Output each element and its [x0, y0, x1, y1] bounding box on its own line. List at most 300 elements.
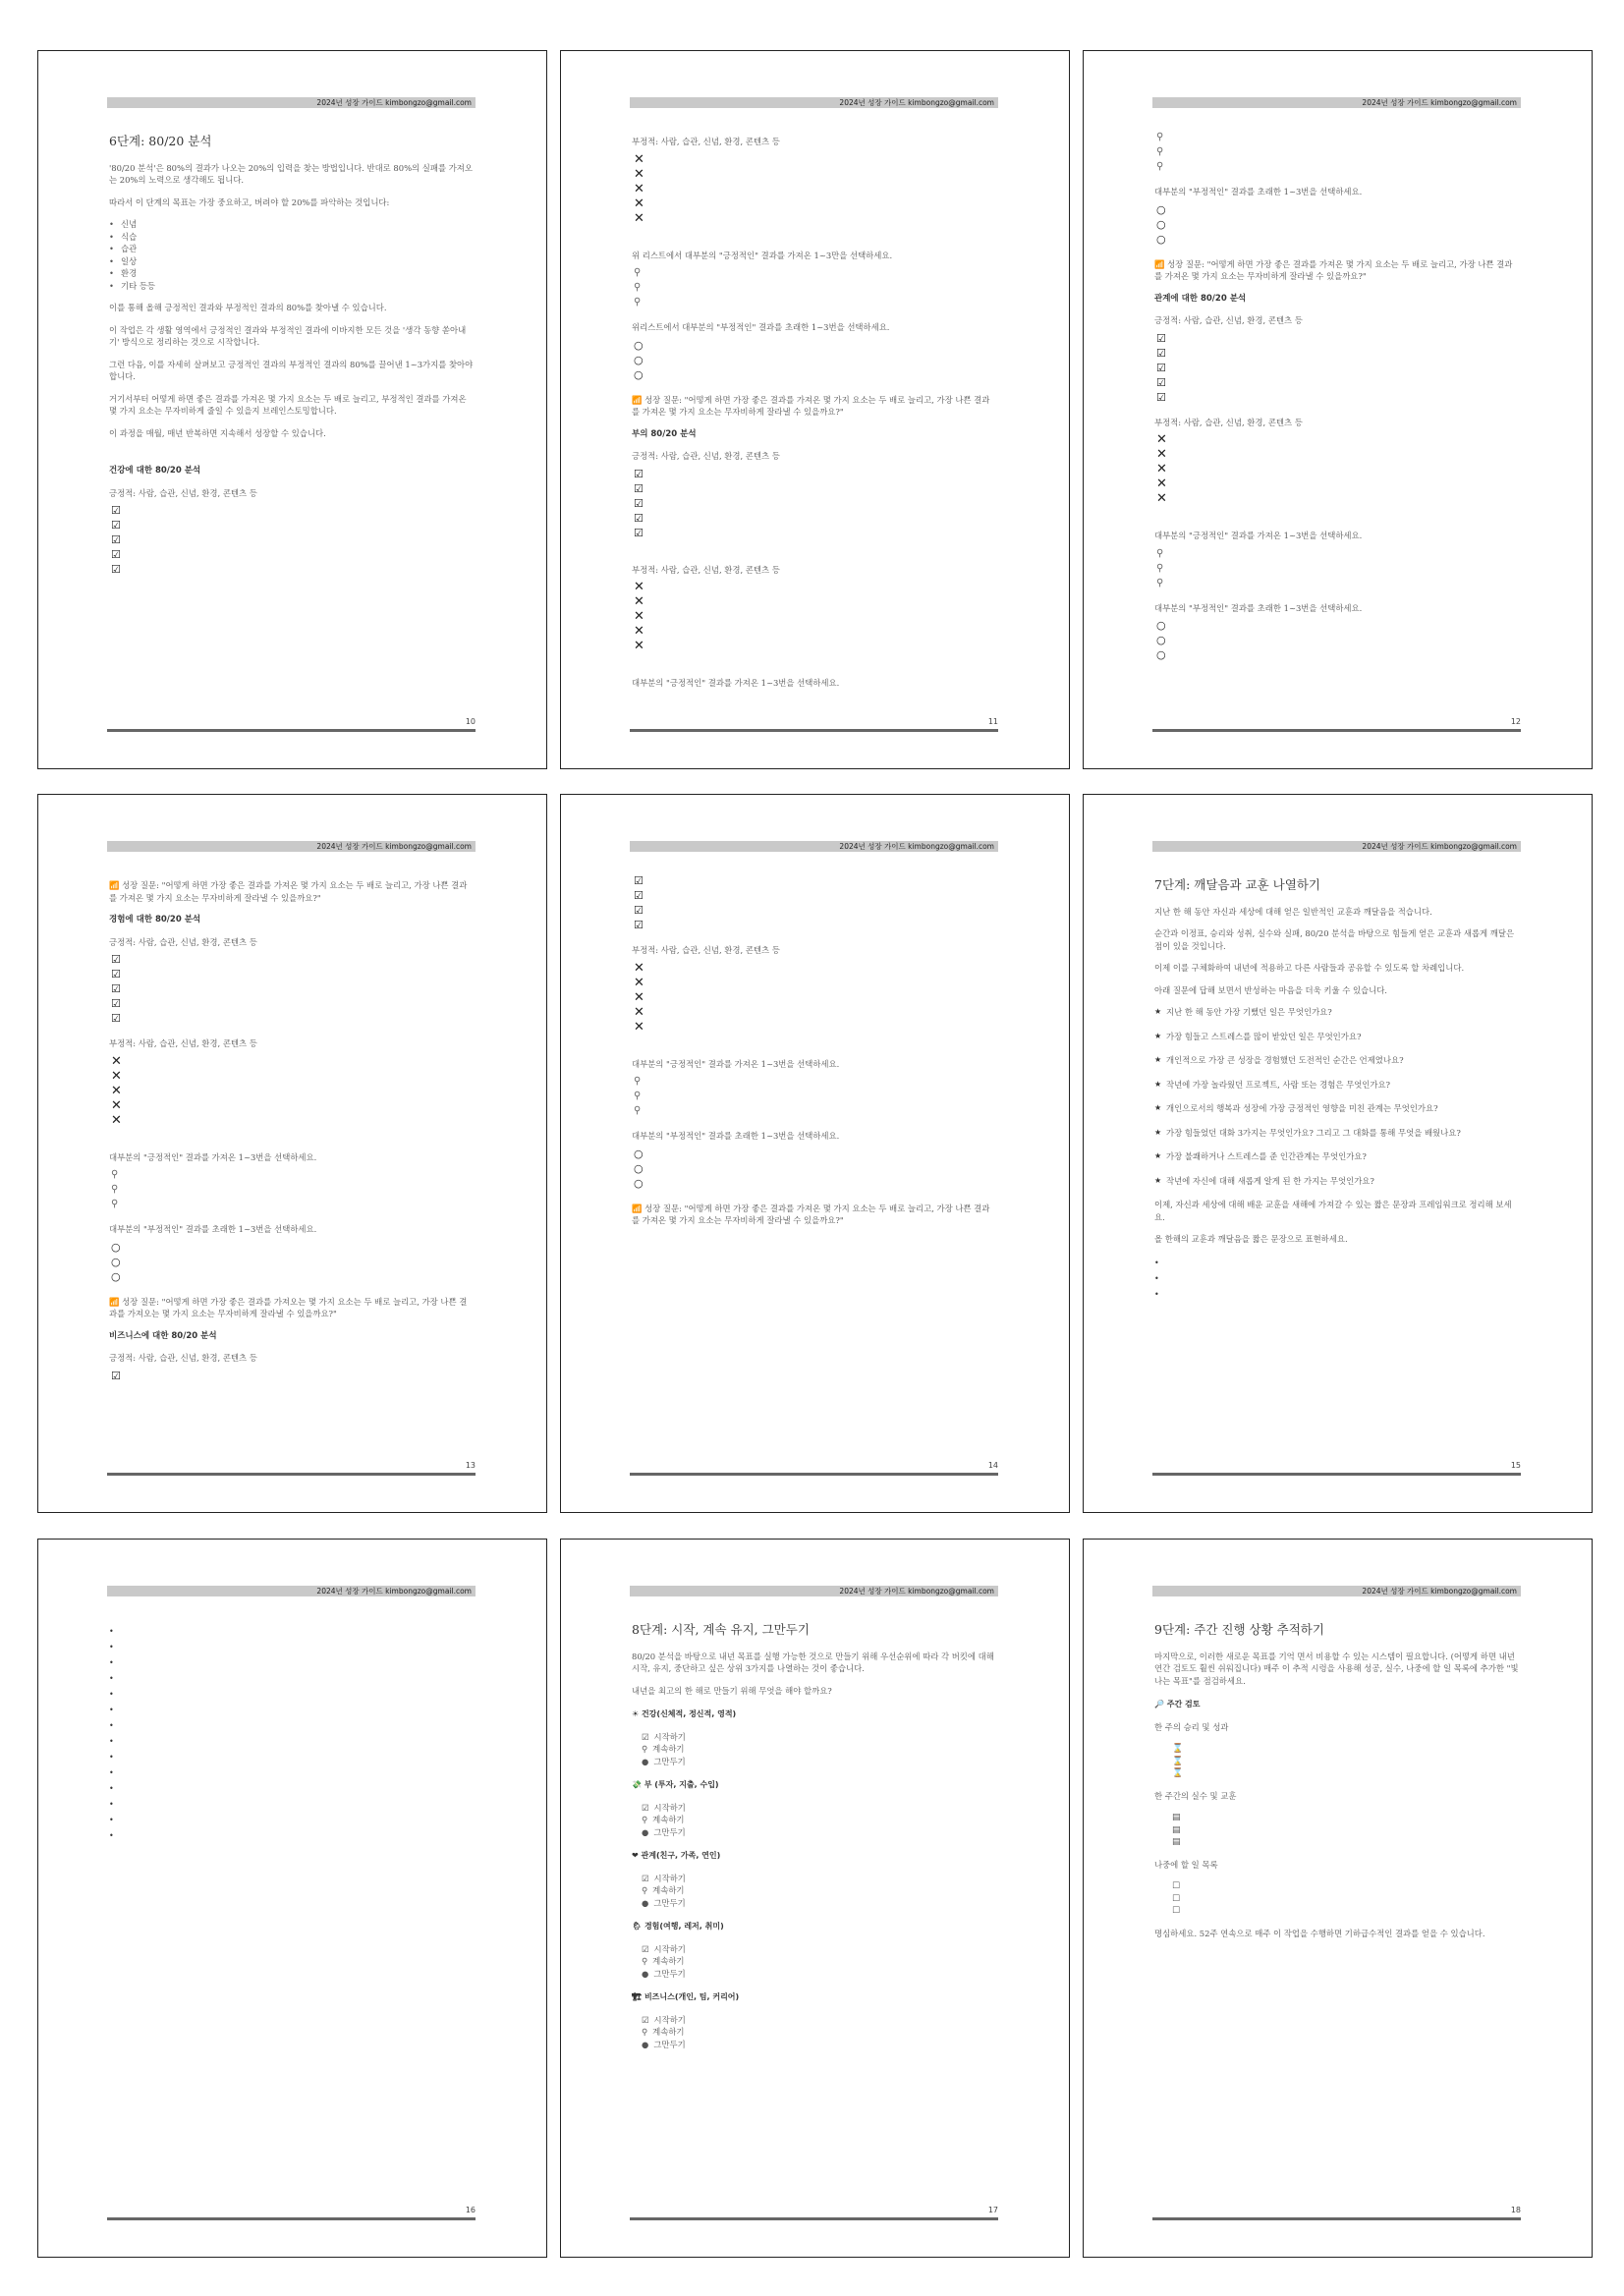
blank-bullet[interactable]: •: [109, 1831, 114, 1840]
page-number: 10: [465, 717, 476, 726]
blank-bullet[interactable]: •: [109, 1768, 114, 1777]
key-icon[interactable]: ⚲: [634, 1076, 642, 1087]
paragraph: 순간과 이정표, 승리와 성취, 실수와 실패, 80/20 분석을 바탕으로 힘들게 얻은 교훈과 새롭게 깨달은 점이 있을 것입니다.: [1154, 928, 1515, 951]
cross-icon[interactable]: ✕: [634, 624, 644, 639]
entry-icon[interactable]: ▤: [1172, 1837, 1181, 1847]
checkbox-icon[interactable]: ☑: [111, 504, 121, 517]
checkbox-icon[interactable]: ☑: [634, 889, 644, 902]
blank-bullet[interactable]: •: [109, 1816, 114, 1824]
option-label: 시작하기: [653, 1873, 686, 1883]
paragraph: 부정적: 사람, 습관, 신념, 환경, 콘텐츠 등: [632, 137, 780, 146]
reflection-question: ★ 개인으로서의 행복과 성장에 가장 긍정적인 영향을 미친 관계는 무엇인가요?: [1154, 1102, 1520, 1115]
paragraph: 긍정적: 사람, 습관, 신념, 환경, 콘텐츠 등: [109, 936, 257, 947]
page: [560, 1539, 1070, 2258]
icon-list: [634, 873, 997, 932]
option-label: 그만두기: [653, 1756, 686, 1766]
checkbox-icon[interactable]: ☑: [634, 526, 644, 539]
page-header: 2024년 성장 가이드 kimbongzo@gmail.com: [630, 97, 998, 108]
section-title: 8단계: 시작, 계속 유지, 그만두기: [632, 1622, 810, 1637]
option-stop[interactable]: [642, 2039, 997, 2051]
checkbox-icon[interactable]: ☑: [111, 1012, 121, 1025]
section-title: 7단계: 깨달음과 교훈 나열하기: [1154, 877, 1320, 892]
cross-icon[interactable]: ✕: [111, 1083, 122, 1098]
entry-icon[interactable]: ⌛: [1172, 1744, 1184, 1754]
bullet-blank-list: [109, 1624, 475, 1844]
checkbox-icon: ☑: [642, 1943, 649, 1954]
page-content: [109, 879, 475, 1395]
key-icon[interactable]: ⚲: [634, 1105, 642, 1116]
dot-icon: ●: [642, 2039, 649, 2049]
option-label: 그만두기: [653, 2039, 686, 2049]
option-label: 계속하기: [652, 1885, 685, 1895]
page-number: 16: [465, 2206, 476, 2214]
option-start[interactable]: [642, 1943, 997, 1956]
checkbox-icon: ☑: [642, 2014, 649, 2025]
checkbox-icon[interactable]: ☑: [1156, 331, 1166, 345]
paragraph: 📶 성장 질문: "어떻게 하면 가장 좋은 결과를 가져온 몇 가지 요소는 두 배로 늘리고, 가장 나쁜 결과를 가져온 몇 가지 요소는 무자비하게 잘라낼 수 있을까요?": [109, 880, 468, 903]
category-heading: ☀ 건강(신체적, 정신적, 영적): [632, 1709, 737, 1718]
icon-list: [1172, 1743, 1520, 1780]
spacer: [109, 449, 475, 461]
icon-list: [634, 467, 997, 540]
key-icon[interactable]: ⚲: [111, 1184, 119, 1195]
bullet-item: • 신념: [109, 218, 475, 231]
option-list: [642, 2014, 997, 2051]
cross-icon[interactable]: ✕: [634, 639, 644, 653]
cross-icon[interactable]: ✕: [1156, 462, 1167, 476]
blank-bullet[interactable]: •: [109, 1706, 114, 1714]
option-label: 그만두기: [653, 1826, 686, 1837]
icon-list: [1156, 432, 1520, 506]
icon-list: [634, 1147, 997, 1191]
checkbox-icon[interactable]: ☑: [111, 548, 121, 561]
page: [37, 794, 547, 1513]
paragraph: 📶 성장 질문: "어떻게 하면 가장 좋은 결과를 가져온 몇 가지 요소는 두 배로 늘리고, 가장 나쁜 결과를 가져온 몇 가지 요소는 무자비하게 잘라낼 수 있을까요?": [632, 1203, 990, 1225]
page-number: 18: [1510, 2206, 1521, 2214]
blank-bullet[interactable]: •: [1154, 1258, 1159, 1267]
checkbox-icon[interactable]: ☑: [1156, 375, 1166, 389]
icon-list: [634, 580, 997, 653]
page-content: [109, 1624, 475, 1844]
key-icon[interactable]: ⚲: [111, 1199, 119, 1209]
page-content: [1154, 132, 1520, 674]
option-continue[interactable]: [642, 1814, 997, 1826]
page-content: [109, 136, 475, 588]
checkbox-icon[interactable]: ☑: [1156, 361, 1166, 374]
checkbox-icon[interactable]: ☑: [634, 904, 644, 917]
spacer: [1154, 518, 1520, 530]
circle-icon[interactable]: ○: [634, 1147, 644, 1160]
cross-icon[interactable]: ✕: [634, 181, 644, 196]
paragraph: 이제 이를 구체화하여 내년에 적용하고 다른 사람들과 공유할 수 있도록 할 차례입니다.: [1154, 963, 1465, 973]
spacer: [632, 238, 997, 250]
paragraph: 내년을 최고의 한 해로 만들기 위해 무엇을 해야 할까요?: [632, 1685, 832, 1696]
paragraph: 위 리스트에서 대부분의 "긍정적인" 결과를 가져온 1~3만을 선택하세요.: [632, 250, 893, 260]
page-number: 11: [987, 717, 998, 726]
cross-icon[interactable]: ✕: [634, 580, 644, 594]
footer-rule: [630, 1473, 998, 1476]
icon-list: [111, 1167, 475, 1211]
cross-icon[interactable]: ✕: [111, 1112, 122, 1128]
circle-icon[interactable]: ○: [1156, 217, 1166, 231]
option-list: [642, 1802, 997, 1839]
key-icon: ⚲: [642, 1956, 648, 1966]
cross-icon[interactable]: ✕: [1156, 447, 1167, 462]
blank-bullet[interactable]: •: [109, 1674, 114, 1683]
checkbox-icon[interactable]: ☑: [111, 982, 121, 995]
circle-icon[interactable]: ○: [634, 367, 644, 381]
option-continue[interactable]: [642, 2026, 997, 2039]
icon-list: [1172, 1880, 1520, 1918]
dot-icon: ●: [642, 1968, 649, 1979]
key-icon[interactable]: ⚲: [1156, 132, 1164, 142]
blank-bullet[interactable]: •: [109, 1643, 114, 1652]
cross-icon[interactable]: ✕: [634, 166, 644, 182]
page-content: [632, 1624, 997, 2060]
checkbox-icon[interactable]: ☑: [634, 467, 644, 480]
cross-icon[interactable]: ✕: [634, 210, 644, 226]
paragraph: 대부분의 "긍정적인" 결과를 가져온 1~3번을 선택하세요.: [632, 1058, 840, 1069]
blank-bullet[interactable]: •: [109, 1800, 114, 1809]
checkbox-icon[interactable]: ☑: [111, 968, 121, 980]
cross-icon[interactable]: ✕: [634, 151, 644, 167]
checkbox-icon[interactable]: ☑: [1156, 390, 1166, 404]
icon-list: [634, 1074, 997, 1118]
subsection-title: 비즈니스에 대한 80/20 분석: [109, 1330, 217, 1341]
key-icon[interactable]: ⚲: [111, 1169, 119, 1180]
key-icon: ⚲: [642, 2027, 648, 2037]
cross-icon[interactable]: ✕: [1156, 432, 1167, 447]
page-header: 2024년 성장 가이드 kimbongzo@gmail.com: [107, 1586, 476, 1596]
footer-rule: [1152, 1473, 1521, 1476]
blank-bullet[interactable]: •: [1154, 1273, 1159, 1283]
option-label: 시작하기: [653, 1943, 686, 1954]
checkbox-icon[interactable]: ☑: [111, 1369, 121, 1382]
page: [1083, 1539, 1593, 2258]
reflection-question: ★ 개인적으로 가장 큰 성장을 경험했던 도전적인 순간은 언제였나요?: [1154, 1054, 1520, 1067]
paragraph: 위리스트에서 대부분의 "부정적인" 결과를 초래한 1~3번을 선택하세요.: [632, 322, 890, 332]
circle-icon[interactable]: ○: [1156, 202, 1166, 216]
dot-icon: ●: [642, 1756, 649, 1766]
footer-rule: [107, 729, 476, 732]
paragraph: 명심하세요. 52주 연속으로 매주 이 작업을 수행하면 기하급수적인 결과를 얻을 수 있습니다.: [1154, 1928, 1485, 1938]
key-icon[interactable]: ⚲: [1156, 547, 1164, 559]
blank-bullet[interactable]: •: [109, 1690, 114, 1699]
paragraph: 이를 통해 올해 긍정적인 결과와 부정적인 결과의 80%를 찾아낼 수 있습니다.: [109, 303, 387, 312]
checkbox-icon[interactable]: ☑: [634, 496, 644, 510]
icon-list: [111, 952, 475, 1026]
category-heading: 🔎 주간 검토: [1154, 1700, 1201, 1708]
paragraph: 부정적: 사람, 습관, 신념, 환경, 콘텐츠 등: [1154, 417, 1303, 427]
spacer: [109, 1140, 475, 1151]
option-label: 계속하기: [652, 2027, 685, 2037]
blank-bullet[interactable]: •: [109, 1753, 114, 1762]
icon-list: [634, 152, 997, 226]
cross-icon[interactable]: ✕: [1156, 491, 1167, 506]
page-content: [632, 874, 997, 1237]
icon-list: [1172, 1812, 1520, 1849]
bullet-item: • 일상: [109, 255, 475, 268]
icon-list: [1156, 202, 1520, 247]
cross-icon[interactable]: ✕: [634, 196, 644, 211]
subsection-title: 경험에 대한 80/20 분석: [109, 915, 201, 924]
reflection-question: ★ 가장 불쾌하거나 스트레스를 준 인간관계는 무엇인가요?: [1154, 1150, 1520, 1163]
paragraph: 📶 성장 질문: "어떻게 하면 가장 좋은 결과를 가져온 몇 가지 요소는 두 배로 늘리고, 가장 나쁜 결과를 가져온 몇 가지 요소는 무자비하게 잘라낼 수 있을까요?": [1154, 258, 1513, 281]
footer-rule: [630, 729, 998, 732]
entry-icon[interactable]: ▤: [1172, 1824, 1181, 1835]
cross-icon[interactable]: ✕: [634, 1004, 644, 1020]
key-icon[interactable]: ⚲: [1156, 562, 1164, 574]
category-heading: ❤ 관계(친구, 가족, 연인): [632, 1851, 721, 1860]
option-start[interactable]: [642, 1873, 997, 1885]
option-label: 계속하기: [652, 1744, 685, 1754]
bullet-blank-list: [1154, 1256, 1520, 1303]
spacer: [632, 665, 997, 677]
blank-bullet[interactable]: •: [1154, 1289, 1159, 1299]
page-content: [632, 136, 997, 700]
option-label: 그만두기: [653, 1968, 686, 1979]
checkbox-icon[interactable]: ☑: [1156, 346, 1166, 360]
option-list: [642, 1943, 997, 1981]
paragraph: 이 작업은 각 생활 영역에서 긍정적인 결과와 부정적인 결과에 이바지한 모든 것을 '생각 동향 쏟아내기' 방식으로 정리하는 것으로 시작합니다.: [109, 324, 467, 347]
dot-icon: ●: [642, 1826, 649, 1837]
key-icon: ⚲: [642, 1885, 648, 1895]
cross-icon[interactable]: ✕: [634, 989, 644, 1005]
page-header: 2024년 성장 가이드 kimbongzo@gmail.com: [630, 1586, 998, 1596]
paragraph: 긍정적: 사람, 습관, 신념, 환경, 콘텐츠 등: [109, 1353, 257, 1363]
icon-list: [111, 1369, 475, 1383]
entry-icon[interactable]: ☐: [1172, 1881, 1181, 1891]
paragraph: 지난 한 해 동안 자신과 세상에 대해 얻은 일반적인 교훈과 깨달음을 적습니다.: [1154, 906, 1432, 917]
reflection-question: ★ 작년에 자신에 대해 새롭게 알게 된 한 가지는 무엇인가요?: [1154, 1175, 1520, 1188]
option-stop[interactable]: [642, 1826, 997, 1839]
reflection-question: ★ 가장 힘들었던 대화 3가지는 무엇인가요? 그리고 그 대화를 통해 무엇을 배웠나요?: [1154, 1127, 1520, 1140]
paragraph: 대부분의 "부정적인" 결과를 초래한 1~3번을 선택하세요.: [1154, 187, 1363, 196]
paragraph: 한 주의 승리 및 성과: [1154, 1721, 1229, 1732]
page: [37, 1539, 547, 2258]
checkbox-icon[interactable]: ☑: [111, 563, 121, 576]
cross-icon[interactable]: ✕: [634, 594, 644, 609]
bullet-item: • 식습: [109, 231, 475, 244]
page: [560, 50, 1070, 769]
paragraph: 이 과정을 매월, 매년 반복하면 지속해서 성장할 수 있습니다.: [109, 427, 326, 438]
checkbox-icon: ☑: [642, 1873, 649, 1883]
paragraph: '80/20 분석'은 80%의 결과가 나오는 20%의 입력을 찾는 방법입니다. 반대로 80%의 실패를 가져오는 20%의 노력으로 생각해도 됩니다.: [109, 162, 473, 185]
key-icon[interactable]: ⚲: [1156, 161, 1164, 172]
paragraph: 따라서 이 단계의 목표는 가장 중요하고, 버려야 할 20%를 파악하는 것입니다:: [109, 196, 390, 207]
key-icon[interactable]: ⚲: [634, 267, 642, 278]
paragraph: 📶 성장 질문: "어떻게 하면 가장 좋은 결과를 가져온 몇 가지 요소는 두 배로 늘리고, 가장 나쁜 결과를 가져온 몇 가지 요소는 무자비하게 잘라낼 수 있을까요?": [632, 394, 990, 417]
icon-list: [111, 503, 475, 577]
icon-list: [1156, 546, 1520, 590]
icon-list: [1156, 130, 1520, 174]
blank-bullet[interactable]: •: [109, 1627, 114, 1636]
reflection-question: ★ 가장 힘들고 스트레스를 많이 받았던 일은 무엇인가요?: [1154, 1031, 1520, 1043]
paragraph: 긍정적: 사람, 습관, 신념, 환경, 콘텐츠 등: [109, 487, 257, 498]
page-number: 14: [987, 1461, 998, 1470]
footer-rule: [1152, 2217, 1521, 2220]
circle-icon[interactable]: ○: [1156, 648, 1166, 661]
page: [37, 50, 547, 769]
circle-icon[interactable]: ○: [1156, 634, 1166, 646]
blank-bullet[interactable]: •: [109, 1784, 114, 1793]
checkbox-icon[interactable]: ☑: [634, 511, 644, 525]
option-stop[interactable]: [642, 1897, 997, 1910]
option-list: [642, 1873, 997, 1910]
section-title: 9단계: 주간 진행 상황 추적하기: [1154, 1622, 1324, 1637]
category-heading: 💸 부 (투자, 지출, 수입): [632, 1780, 719, 1789]
paragraph: 긍정적: 사람, 습관, 신념, 환경, 콘텐츠 등: [1154, 315, 1303, 325]
circle-icon[interactable]: ○: [634, 1161, 644, 1175]
checkbox-icon[interactable]: ☑: [111, 997, 121, 1010]
entry-icon[interactable]: ☐: [1172, 1906, 1181, 1916]
page-number: 12: [1510, 717, 1521, 726]
option-label: 시작하기: [653, 1802, 686, 1813]
paragraph: 부정적: 사람, 습관, 신념, 환경, 콘텐츠 등: [109, 1038, 257, 1048]
circle-icon[interactable]: ○: [1156, 619, 1166, 632]
footer-rule: [630, 2217, 998, 2220]
paragraph: 마지막으로, 이러한 새로운 목표를 기억 면서 비용할 수 있는 시스템이 필요합니다. (어떻게 하면 내년 연간 검토도 훨씬 쉬워집니다) 매주 이 추적 시렁을 사용해 성공, 실수, 나중에 할 일 목록에 추가한 "빛나는 목표"를 점검하세요.: [1154, 1651, 1519, 1686]
checkbox-icon: ☑: [642, 1802, 649, 1813]
blank-bullet[interactable]: •: [109, 1658, 114, 1667]
spacer: [632, 1046, 997, 1058]
page: [1083, 50, 1593, 769]
blank-bullet[interactable]: •: [109, 1721, 114, 1730]
paragraph: 부정적: 사람, 습관, 신념, 환경, 콘텐츠 등: [632, 564, 780, 575]
dot-icon: ●: [642, 1897, 649, 1908]
option-label: 계속하기: [652, 1815, 685, 1824]
option-list: [642, 1731, 997, 1768]
paragraph: 대부분의 "긍정적인" 결과를 가져온 1~3번을 선택하세요.: [109, 1151, 317, 1162]
paragraph: 80/20 분석을 바탕으로 내년 목표를 실행 가능한 것으로 만들기 위해 우선순위에 따라 각 버킷에 대해 시작, 유지, 중단하고 싶은 상위 3가지를 나열하는 것이 좋습니다.: [632, 1651, 994, 1673]
option-continue[interactable]: [642, 1743, 997, 1756]
option-start[interactable]: [642, 1731, 997, 1744]
paragraph: 올 한해의 교훈과 깨달음을 짧은 문장으로 표현하세요.: [1154, 1234, 1348, 1244]
option-start[interactable]: [642, 1802, 997, 1815]
page-number: 15: [1510, 1461, 1521, 1470]
bullet-item: • 환경: [109, 267, 475, 280]
cross-icon[interactable]: ✕: [634, 975, 644, 990]
paragraph: 대부분의 "부정적인" 결과를 초래한 1~3번을 선택하세요.: [632, 1131, 840, 1141]
subsection-title: 부의 80/20 분석: [632, 428, 697, 439]
checkbox-icon[interactable]: ☑: [634, 874, 644, 887]
checkbox-icon[interactable]: ☑: [111, 519, 121, 532]
option-continue[interactable]: [642, 1955, 997, 1968]
option-label: 그만두기: [653, 1897, 686, 1908]
paragraph: 이제, 자신과 세상에 대해 배운 교훈을 새해에 가져갈 수 있는 짧은 문장과 프레임워크로 정리해 보세요.: [1154, 1200, 1512, 1222]
option-start[interactable]: [642, 2014, 997, 2027]
paragraph: 대부분의 "긍정적인" 결과를 가져온 1~3번을 선택하세요.: [1154, 531, 1363, 540]
icon-list: [1156, 618, 1520, 662]
icon-list: [634, 961, 997, 1035]
checkbox-icon[interactable]: ☑: [111, 533, 121, 546]
key-icon[interactable]: ⚲: [634, 1091, 642, 1101]
circle-icon[interactable]: ○: [634, 338, 644, 352]
cross-icon[interactable]: ✕: [111, 1053, 122, 1069]
paragraph: 부정적: 사람, 습관, 신념, 환경, 콘텐츠 등: [632, 945, 780, 955]
cross-icon[interactable]: ✕: [634, 609, 644, 624]
bullet-item: • 기타 등등: [109, 280, 475, 293]
page-header: 2024년 성장 가이드 kimbongzo@gmail.com: [1152, 841, 1521, 852]
icon-list: [634, 338, 997, 382]
footer-rule: [107, 1473, 476, 1476]
subsection-title: 관계에 대한 80/20 분석: [1154, 293, 1247, 304]
entry-icon[interactable]: ▤: [1172, 1813, 1181, 1822]
circle-icon[interactable]: ○: [634, 1176, 644, 1190]
option-continue[interactable]: [642, 1884, 997, 1897]
page-header: 2024년 성장 가이드 kimbongzo@gmail.com: [107, 841, 476, 852]
icon-list: [634, 265, 997, 309]
paragraph: 대부분의 "긍정적인" 결과를 가져온 1~3번을 선택하세요.: [632, 678, 840, 688]
circle-icon[interactable]: ○: [1156, 232, 1166, 246]
page-header: 2024년 성장 가이드 kimbongzo@gmail.com: [1152, 1586, 1521, 1596]
key-icon[interactable]: ⚲: [1156, 146, 1164, 157]
paragraph: 대부분의 "부정적인" 결과를 초래한 1~3번을 선택하세요.: [1154, 602, 1363, 613]
bullet-list: [109, 218, 475, 292]
paragraph: 거기서부터 어떻게 하면 좋은 결과를 가져온 몇 가지 요소는 두 배로 늘리고, 부정적인 결과를 가져온 몇 가지 요소는 무자비하게 줄일 수 있을지 브레인스토밍합니다.: [109, 393, 467, 416]
option-stop[interactable]: [642, 1756, 997, 1768]
paragraph: 긍정적: 사람, 습관, 신념, 환경, 콘텐츠 등: [632, 451, 780, 461]
footer-rule: [107, 2217, 476, 2220]
option-label: 계속하기: [652, 1956, 685, 1966]
subsection-title: 건강에 대한 80/20 분석: [109, 466, 201, 476]
page-header: 2024년 성장 가이드 kimbongzo@gmail.com: [107, 97, 476, 108]
checkbox-icon[interactable]: ☑: [634, 481, 644, 495]
cross-icon[interactable]: ✕: [111, 1097, 122, 1113]
bullet-item: • 습관: [109, 243, 475, 255]
reflection-question: ★ 지난 한 해 동안 가장 기뻤던 일은 무엇인가요?: [1154, 1006, 1520, 1019]
key-icon[interactable]: ⚲: [634, 297, 642, 308]
page-content: [1154, 1624, 1520, 1949]
option-stop[interactable]: [642, 1968, 997, 1981]
paragraph: 대부분의 "부정적인" 결과를 초래한 1~3번을 선택하세요.: [109, 1224, 317, 1234]
spacer: [632, 552, 997, 564]
paragraph: 📶 성장 질문: "어떻게 하면 가장 좋은 결과를 가져오는 몇 가지 요소는 두 배로 늘리고, 가장 나쁜 결과를 가져오는 몇 가지 요소는 무자비하게 잘라낼 수 있을까요?": [109, 1296, 468, 1318]
entry-icon[interactable]: ⌛: [1172, 1768, 1184, 1778]
checkbox-icon[interactable]: ☑: [111, 953, 121, 966]
circle-icon[interactable]: ○: [111, 1269, 121, 1283]
blank-bullet[interactable]: •: [109, 1737, 114, 1746]
page: [1083, 794, 1593, 1513]
checkbox-icon: ☑: [642, 1731, 649, 1742]
key-icon: ⚲: [642, 1815, 648, 1824]
cross-icon[interactable]: ✕: [634, 1019, 644, 1035]
page-header: 2024년 성장 가이드 kimbongzo@gmail.com: [630, 841, 998, 852]
circle-icon[interactable]: ○: [111, 1255, 121, 1268]
key-icon[interactable]: ⚲: [634, 282, 642, 293]
page-number: 17: [987, 2206, 998, 2214]
option-label: 시작하기: [653, 1731, 686, 1742]
cross-icon[interactable]: ✕: [111, 1068, 122, 1084]
category-heading: 🏗 비즈니스(개인, 팀, 커리어): [632, 1992, 740, 2001]
reflection-question: ★ 작년에 가장 놀라웠던 프로젝트, 사람 또는 경험은 무엇인가요?: [1154, 1079, 1520, 1092]
paragraph: 아래 질문에 답해 보면서 반성하는 마음을 더욱 키울 수 있습니다.: [1154, 984, 1387, 995]
circle-icon[interactable]: ○: [111, 1240, 121, 1254]
circle-icon[interactable]: ○: [634, 353, 644, 366]
entry-icon[interactable]: ☐: [1172, 1893, 1181, 1904]
paragraph: 한 주간의 실수 및 교훈: [1154, 1790, 1237, 1801]
icon-list: [1156, 331, 1520, 405]
key-icon: ⚲: [642, 1744, 648, 1754]
checkbox-icon[interactable]: ☑: [634, 919, 644, 931]
key-icon[interactable]: ⚲: [1156, 577, 1164, 588]
entry-icon[interactable]: ⌛: [1172, 1756, 1184, 1766]
section-title: 6단계: 80/20 분석: [109, 134, 212, 148]
cross-icon[interactable]: ✕: [1156, 476, 1167, 491]
category-heading: 🌦 경험(여행, 레저, 취미): [632, 1922, 724, 1931]
cross-icon[interactable]: ✕: [634, 960, 644, 976]
page: [560, 794, 1070, 1513]
